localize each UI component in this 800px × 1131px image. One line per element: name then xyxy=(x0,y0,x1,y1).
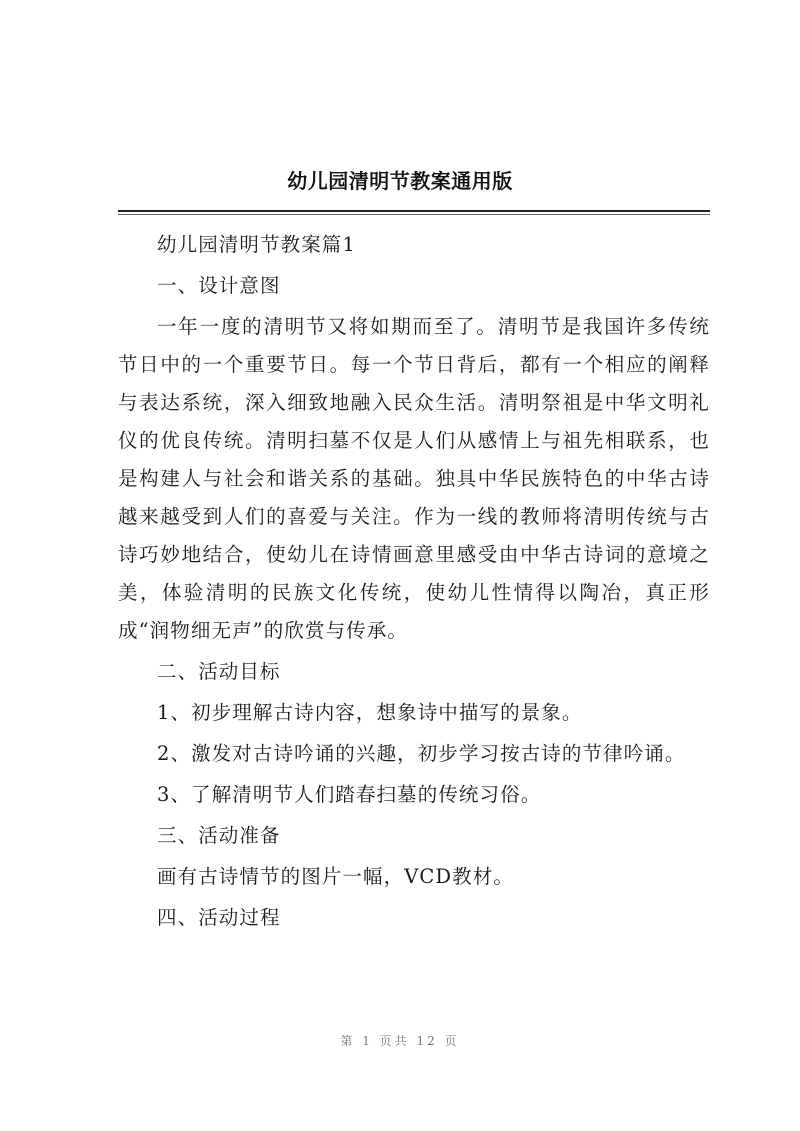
body-paragraph: 二、活动目标 xyxy=(157,660,281,683)
body-paragraph: 一年一度的清明节又将如期而至了。清明节是我国许多传统节日中的一个重要节日。每一个节日背后，都有一个相应的阐释与表达系统，深入细致地融入民众生活。清明祭祖是中华文明礼仪的优良传统。清明扫墓不仅是人们从感情上与祖先相联系，也是构建人与社会和谐关系的基础。独具中华民族特色的中华古诗越来越受到人们的喜爱与关注。作为一线的教师将清明传统与古诗巧妙地结合，使幼儿在诗情画意里感受由中华古诗词的意境之美，体验清明的民族文化传统，使幼儿性情得以陶冶，真正形成“润物细无声”的欣赏与传承。 xyxy=(118,315,710,642)
body-paragraph: 1、初步理解古诗内容，想象诗中描写的景象。 xyxy=(157,701,583,724)
body-paragraph: 2、激发对古诗吟诵的兴趣，初步学习按古诗的节律吟诵。 xyxy=(157,742,686,765)
document-body xyxy=(118,226,710,940)
body-paragraph: 四、活动过程 xyxy=(157,906,281,929)
document-title: 幼儿园清明节教案通用版 xyxy=(287,169,513,193)
title-divider-thin xyxy=(118,214,710,215)
body-paragraph: 幼儿园清明节教案篇1 xyxy=(157,233,356,256)
body-paragraph: 画有古诗情节的图片一幅，VCD教材。 xyxy=(157,865,514,888)
body-paragraph: 三、活动准备 xyxy=(157,824,281,847)
title-divider xyxy=(118,210,710,212)
page-number-footer: 第 1 页共 12 页 xyxy=(340,1034,460,1048)
body-paragraph: 3、了解清明节人们踏春扫墓的传统习俗。 xyxy=(157,783,542,806)
body-paragraph: 一、设计意图 xyxy=(157,274,281,297)
